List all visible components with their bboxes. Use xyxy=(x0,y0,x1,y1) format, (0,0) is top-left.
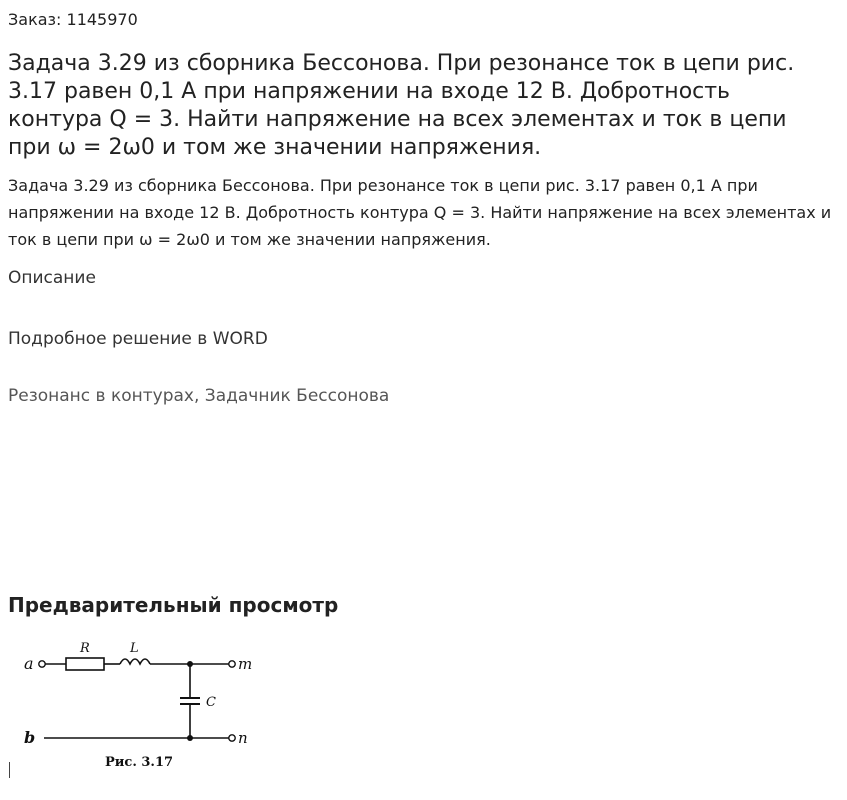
label-a: a xyxy=(24,654,34,673)
description-text: Задача 3.29 из сборника Бессонова. При резонансе ток в цепи рис. 3.17 равен 0,1 А при напряжении на входе 12 В. Добротность контура Q = 3. Найти напряжение на всех элементах и ток в цепи при ω = 2ω0 и том же значении напряжения. xyxy=(8,176,832,249)
figure-caption: Рис. 3.17 xyxy=(105,755,174,770)
page-title: Задача 3.29 из сборника Бессонова. При резонансе ток в цепи рис. 3.17 равен 0,1 А при напряжении на входе 12 В. Добротность контура Q = 3. Найти напряжение на всех элементах и ток в цепи при ω = 2ω0 и том же значении напряжения. xyxy=(8,51,795,160)
solution-format: Подробное решение в WORD xyxy=(8,329,268,349)
terminal-n xyxy=(229,735,235,741)
order-number: Заказ: 1145970 xyxy=(8,10,138,29)
circuit-figure xyxy=(20,624,260,774)
inductor-shape xyxy=(120,659,150,664)
label-l: L xyxy=(130,641,139,656)
resistor-shape xyxy=(66,658,104,670)
text-cursor xyxy=(9,762,10,778)
category-links[interactable]: Резонанс в контурах, Задачник Бессонова xyxy=(8,386,390,406)
terminal-m xyxy=(229,661,235,667)
preview-heading: Предварительный просмотр xyxy=(8,593,339,617)
label-b: b xyxy=(24,728,36,747)
description-label: Описание xyxy=(8,268,96,288)
label-m: m xyxy=(238,655,253,673)
product-page xyxy=(8,0,840,407)
label-c: C xyxy=(206,695,216,710)
label-n: n xyxy=(238,729,248,747)
junction-bottom xyxy=(187,735,193,741)
terminal-a xyxy=(39,661,45,667)
label-r: R xyxy=(80,641,90,656)
